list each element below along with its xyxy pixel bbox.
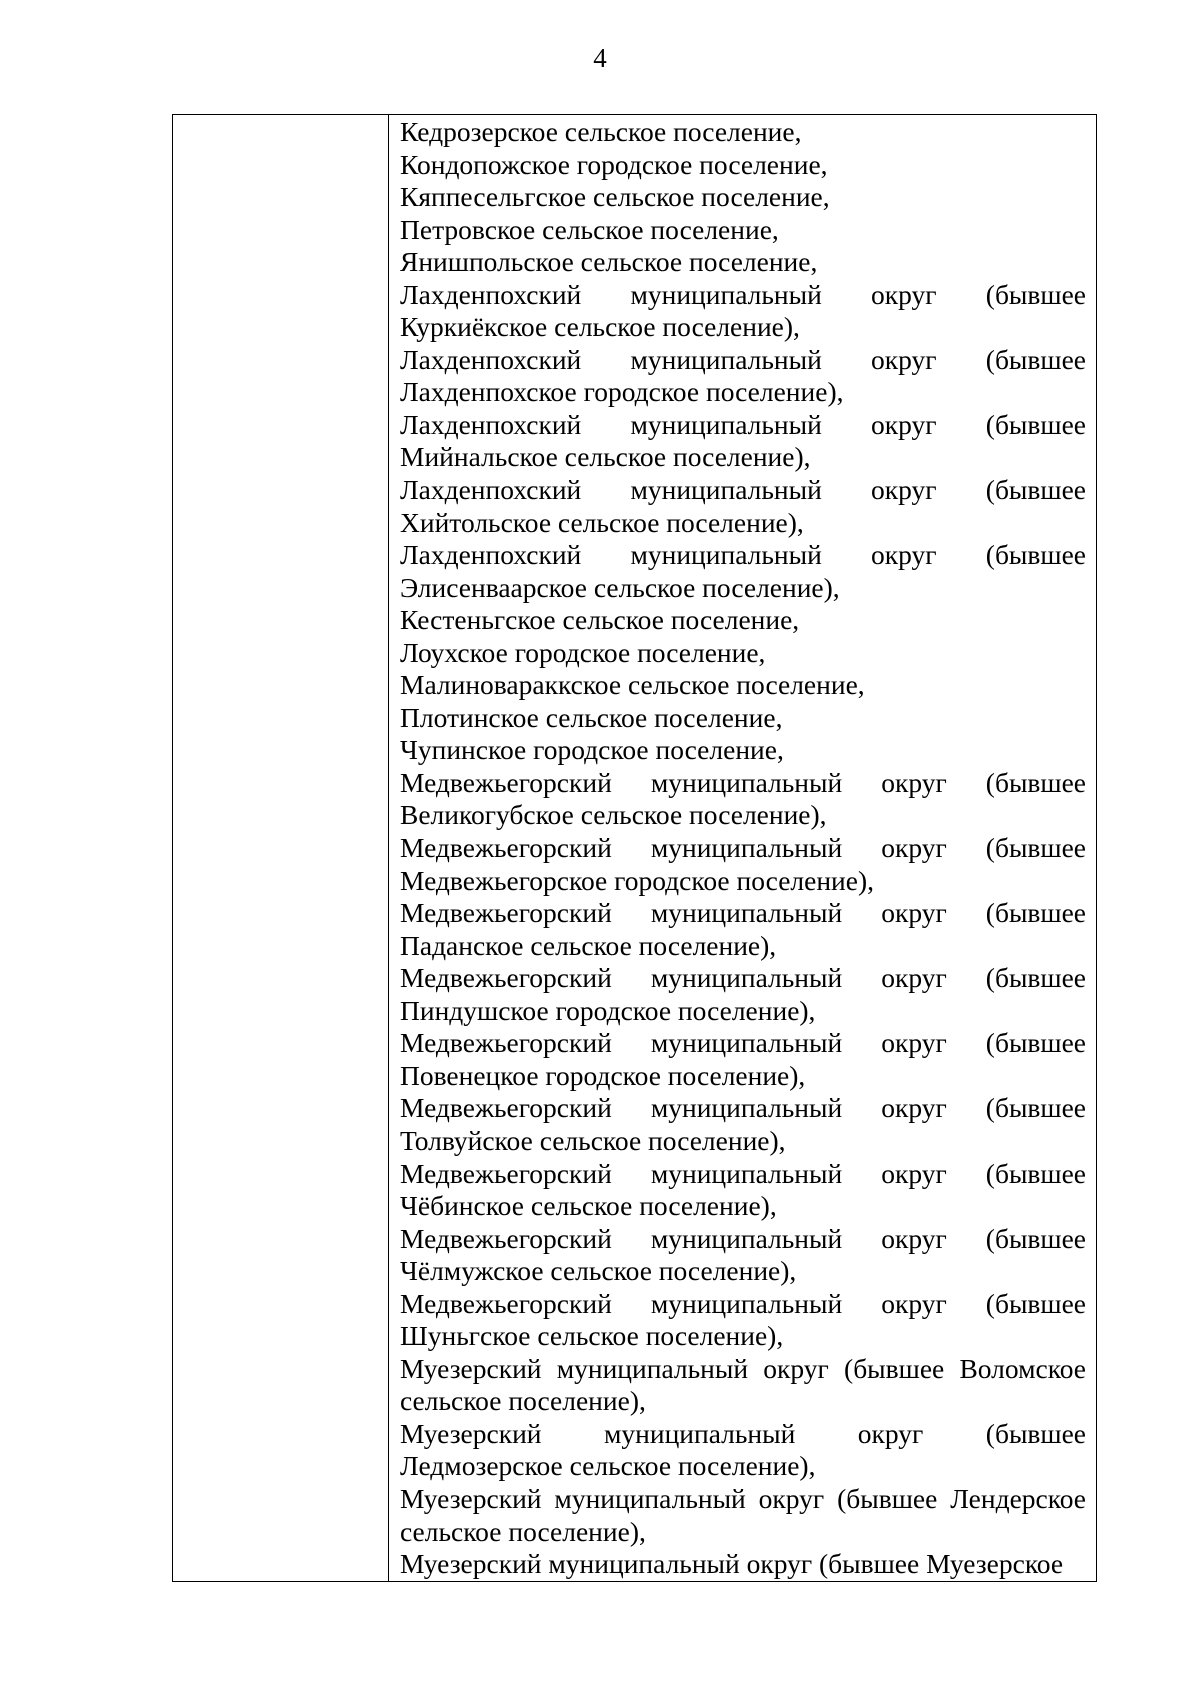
settlement-entry: Медвежьегорский муниципальный округ (бывшее Чёбинское сельское поселение), (400, 1157, 1086, 1222)
settlement-entry: Янишпольское сельское поселение, (400, 246, 818, 278)
document-table (172, 114, 1097, 1582)
settlement-entry: Медвежьегорский муниципальный округ (бывшее Чёлмужское сельское поселение), (400, 1222, 1086, 1287)
settlement-entry: Медвежьегорский муниципальный округ (бывшее Великогубское сельское поселение), (400, 766, 1086, 831)
settlement-entry: Кяппесельгское сельское поселение, (400, 181, 830, 213)
settlement-entry: Муезерский муниципальный округ (бывшее Ледмозерское сельское поселение), (400, 1417, 1086, 1482)
settlement-entry: Лахденпохский муниципальный округ (бывшее Элисенваарское сельское поселение), (400, 539, 1086, 603)
settlement-entry: Кондопожское городское поселение, (400, 148, 828, 180)
settlement-entry: Петровское сельское поселение, (400, 213, 779, 245)
settlement-entry: Плотинское сельское поселение, (400, 701, 783, 733)
settlement-entry: Муезерский муниципальный округ (бывшее Воломское сельское поселение), (400, 1352, 1086, 1417)
settlement-entry: Медвежьегорский муниципальный округ (бывшее Паданское сельское поселение), (400, 897, 1086, 961)
settlement-entry: Лахденпохский муниципальный округ (бывшее Хийтольское сельское поселение), (400, 474, 1086, 538)
settlement-entry: Медвежьегорский муниципальный округ (бывшее Пиндушское городское поселение), (400, 962, 1086, 1026)
settlement-entry: Медвежьегорский муниципальный округ (бывшее Шуньгское сельское поселение), (400, 1287, 1086, 1352)
settlement-entry: Кедрозерское сельское поселение, (400, 116, 802, 147)
settlement-entry: Малиновараккское сельское поселение, (400, 669, 865, 701)
settlement-entry: Лахденпохский муниципальный округ (бывшее Лахденпохское городское поселение), (400, 343, 1086, 408)
settlement-entry: Медвежьегорский муниципальный округ (бывшее Толвуйское сельское поселение), (400, 1092, 1086, 1156)
settlement-entry: Медвежьегорский муниципальный округ (бывшее Медвежьегорское городское поселение), (400, 832, 1086, 896)
settlement-entry: Лахденпохский муниципальный округ (бывшее Мийнальское сельское поселение), (400, 408, 1086, 473)
settlement-entry: Муезерский муниципальный округ (бывшее Муезерское (400, 1548, 1064, 1580)
table-right-column (389, 115, 1096, 1581)
settlement-entry: Лахденпохский муниципальный округ (бывшее Куркиёкское сельское поселение), (400, 278, 1086, 343)
page-number: 4 (593, 43, 607, 73)
settlement-entry: Чупинское городское поселение, (400, 734, 784, 766)
settlement-entry: Медвежьегорский муниципальный округ (бывшее Повенецкое городское поселение), (400, 1027, 1086, 1091)
settlement-entry: Лоухское городское поселение, (400, 636, 766, 668)
settlement-entry: Кестеньгское сельское поселение, (400, 604, 800, 636)
settlement-entry: Муезерский муниципальный округ (бывшее Лендерское сельское поселение), (400, 1482, 1086, 1547)
table-left-column (173, 115, 389, 1581)
